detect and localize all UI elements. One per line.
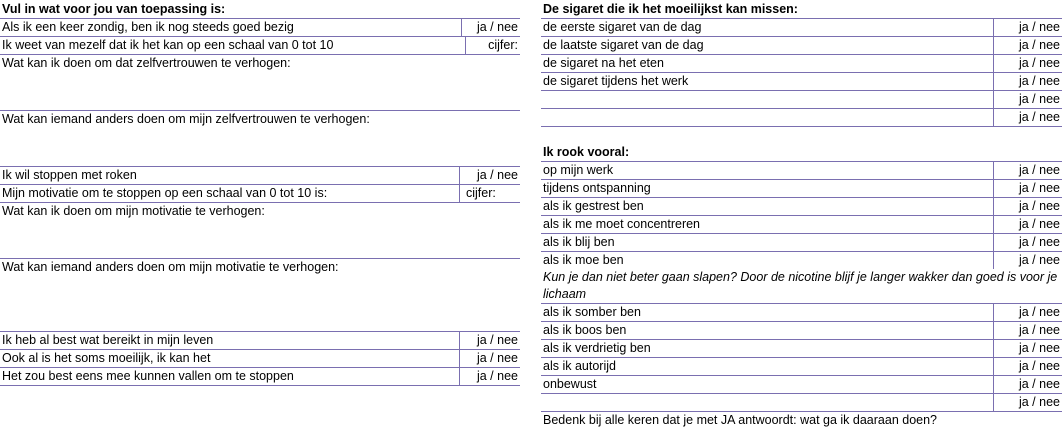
answer-field[interactable]: ja / nee <box>993 304 1062 321</box>
answer-field[interactable]: ja / nee <box>993 198 1062 215</box>
statement-text: Ook al is het soms moeilijk, ik kan het <box>2 351 211 365</box>
answer-field[interactable]: ja / nee <box>993 234 1062 251</box>
question-text: Wat kan ik doen om mijn motivatie te verhogen: <box>2 204 265 218</box>
answer-field[interactable]: ja / nee <box>993 162 1062 179</box>
answer-field[interactable]: ja / nee <box>993 19 1062 36</box>
statement-text: als ik moe ben <box>543 253 624 267</box>
left-column <box>0 0 520 386</box>
table-row <box>0 332 520 350</box>
table-row <box>541 162 1062 180</box>
table-row <box>541 304 1062 322</box>
answer-field[interactable]: ja / nee <box>993 180 1062 197</box>
open-question[interactable] <box>0 259 520 332</box>
section-spacer <box>541 127 1062 144</box>
table-row <box>0 350 520 368</box>
table-row <box>541 19 1062 37</box>
answer-field[interactable]: ja / nee <box>993 216 1062 233</box>
statement-text: Het zou best eens mee kunnen vallen om te stoppen <box>2 369 294 383</box>
statement-text: als ik autorijd <box>543 359 616 373</box>
open-question[interactable] <box>0 55 520 111</box>
statement-text: op mijn werk <box>543 163 614 177</box>
statement-text: als ik blij ben <box>543 235 615 249</box>
table-row <box>541 394 1062 412</box>
left-heading: Vul in wat voor jou van toepassing is: <box>0 0 520 19</box>
answer-field[interactable]: ja / nee <box>993 73 1062 90</box>
table-row <box>541 55 1062 73</box>
table-row <box>541 198 1062 216</box>
table-row <box>541 37 1062 55</box>
table-row <box>541 340 1062 358</box>
score-field[interactable]: cijfer: <box>465 37 520 54</box>
answer-field[interactable]: ja / nee <box>993 340 1062 357</box>
answer-field[interactable]: ja / nee <box>993 91 1062 108</box>
answer-field[interactable]: ja / nee <box>993 252 1062 269</box>
table-row <box>0 19 520 37</box>
statement-text: als ik me moet concentreren <box>543 217 701 231</box>
answer-field[interactable]: ja / nee <box>459 350 520 367</box>
blank-entry[interactable] <box>541 91 993 108</box>
answer-field[interactable]: ja / nee <box>461 19 520 36</box>
statement-text: Ik weet van mezelf dat ik het kan op een schaal van 0 tot 10 <box>2 38 334 52</box>
statement-text: de sigaret na het eten <box>543 56 664 70</box>
footer-text: Bedenk bij alle keren dat je met JA antwoordt: wat ga ik daaraan doen? <box>543 413 938 427</box>
statement-text: de sigaret tijdens het werk <box>543 74 689 88</box>
answer-field[interactable]: ja / nee <box>993 322 1062 339</box>
answer-field[interactable]: ja / nee <box>459 368 520 385</box>
tip-note: Kun je dan niet beter gaan slapen? Door de nicotine blijf je langer wakker dan goed is voor je lichaam <box>541 269 1062 304</box>
statement-text: tijdens ontspanning <box>543 181 651 195</box>
table-row <box>541 109 1062 127</box>
answer-field[interactable]: ja / nee <box>993 37 1062 54</box>
table-row <box>541 252 1062 269</box>
statement-text: onbewust <box>543 377 597 391</box>
answer-field[interactable]: ja / nee <box>993 55 1062 72</box>
right-heading-smoking: Ik rook vooral: <box>541 144 1062 162</box>
answer-field[interactable]: ja / nee <box>459 167 520 184</box>
answer-field[interactable]: ja / nee <box>993 109 1062 126</box>
table-row <box>0 185 520 203</box>
table-row <box>541 322 1062 340</box>
answer-field[interactable]: ja / nee <box>993 394 1062 411</box>
statement-text: Ik heb al best wat bereikt in mijn leven <box>2 333 214 347</box>
table-row <box>0 368 520 386</box>
right-column <box>541 0 1062 429</box>
table-row <box>541 180 1062 198</box>
statement-text: de laatste sigaret van de dag <box>543 38 704 52</box>
answer-field[interactable]: ja / nee <box>993 358 1062 375</box>
statement-text: Mijn motivatie om te stoppen op een schaal van 0 tot 10 is: <box>2 186 328 200</box>
statement-text: als ik somber ben <box>543 305 641 319</box>
question-text: Wat kan iemand anders doen om mijn motivatie te verhogen: <box>2 260 339 274</box>
question-text: Wat kan ik doen om dat zelfvertrouwen te verhogen: <box>2 56 291 70</box>
answer-field[interactable]: ja / nee <box>459 332 520 349</box>
statement-text: als ik verdrietig ben <box>543 341 651 355</box>
table-row <box>541 376 1062 394</box>
right-heading-cigarette: De sigaret die ik het moeilijkst kan missen: <box>541 0 1062 19</box>
statement-text: Als ik een keer zondig, ben ik nog steeds goed bezig <box>2 20 294 34</box>
statement-text: de eerste sigaret van de dag <box>543 20 702 34</box>
table-row <box>541 234 1062 252</box>
blank-entry[interactable] <box>541 109 993 126</box>
question-text: Wat kan iemand anders doen om mijn zelfvertrouwen te verhogen: <box>2 112 370 126</box>
table-row <box>541 358 1062 376</box>
score-field[interactable]: cijfer: <box>459 185 520 202</box>
statement-text: Ik wil stoppen met roken <box>2 168 137 182</box>
statement-text: als ik gestrest ben <box>543 199 644 213</box>
table-row <box>541 216 1062 234</box>
statement-text: als ik boos ben <box>543 323 627 337</box>
answer-field[interactable]: ja / nee <box>993 376 1062 393</box>
table-row <box>541 91 1062 109</box>
table-row <box>541 73 1062 91</box>
table-row <box>0 167 520 185</box>
open-question[interactable] <box>0 203 520 259</box>
open-question[interactable] <box>0 111 520 167</box>
blank-entry[interactable] <box>541 394 993 411</box>
table-row <box>0 37 520 55</box>
